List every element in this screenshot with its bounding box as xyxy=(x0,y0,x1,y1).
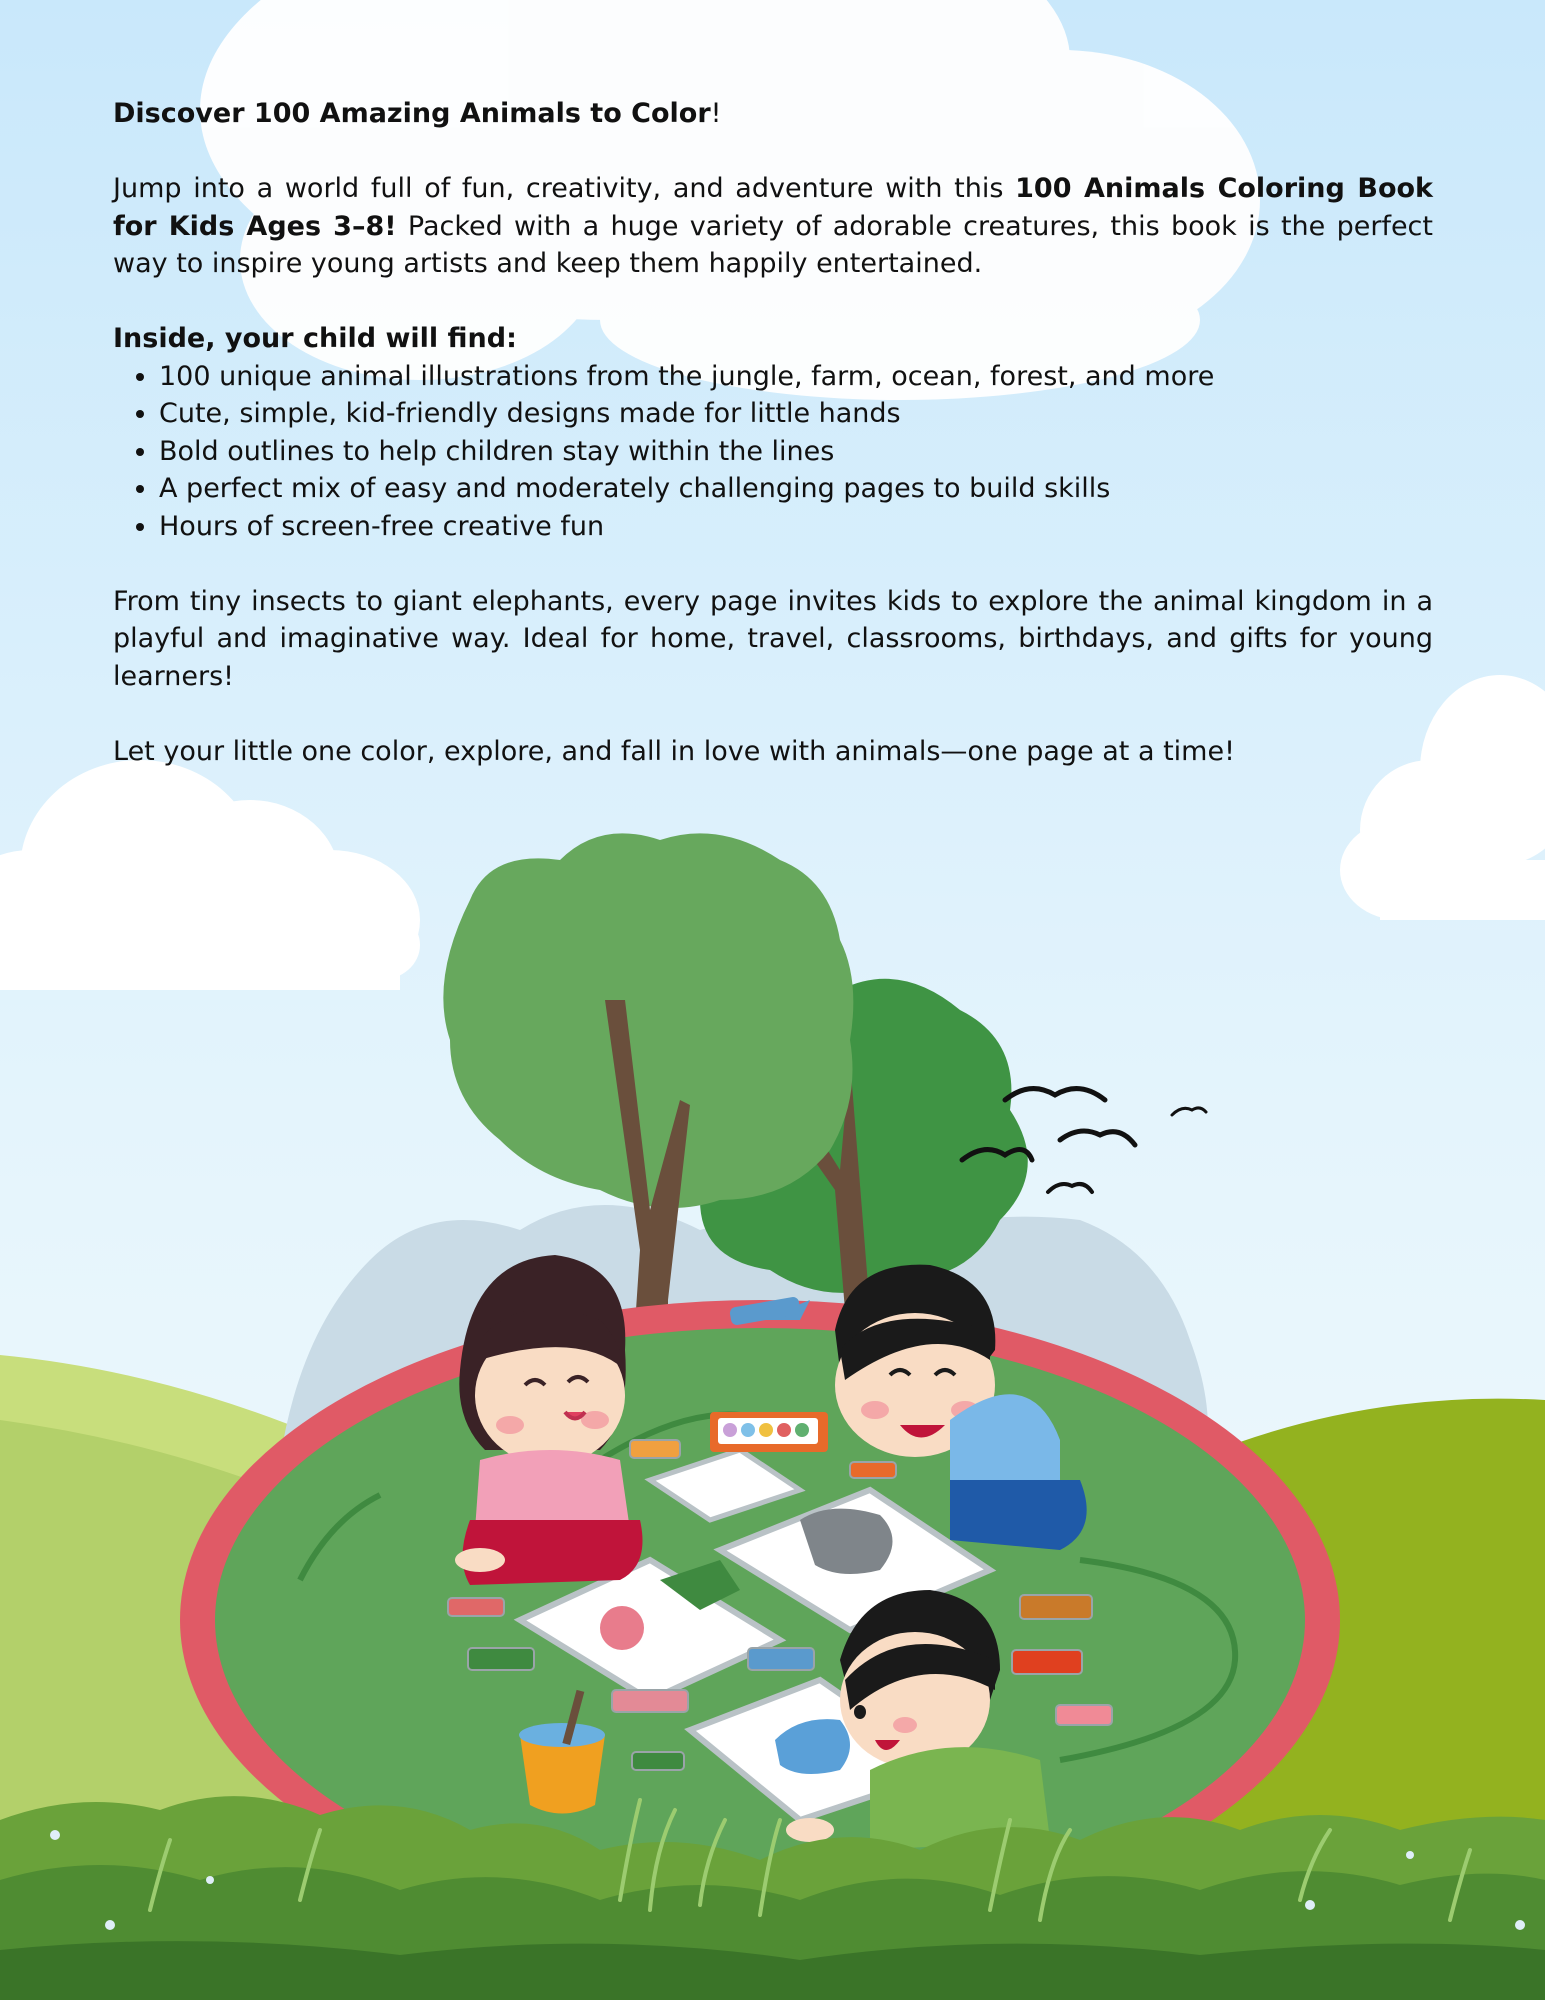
features-list xyxy=(113,358,1433,546)
intro-rest: Packed with a huge variety of adorable creatures, this book is the perfect way to inspire young artists and keep them happily entertained. xyxy=(113,210,1433,279)
list-item: • Bold outlines to help children stay within the lines xyxy=(159,433,1433,471)
headline-bold: Discover 100 Amazing Animals to Color xyxy=(113,98,711,129)
headline xyxy=(113,95,1433,133)
list-item: • Hours of screen-free creative fun xyxy=(159,508,1433,546)
features-heading-text: Inside, your child will find: xyxy=(113,323,517,354)
girl-figure xyxy=(455,1255,643,1585)
body-paragraph: From tiny insects to giant elephants, every page invites kids to explore the animal kingdom in a playful and imaginative way. Ideal for home, travel, classrooms, birthdays, and gifts for young learners! xyxy=(113,585,1433,692)
intro-product-name: 100 Animals Coloring Book for Kids Ages 3–8! xyxy=(113,173,1433,242)
intro-lead: Jump into a world full of fun, creativity, and adventure with this xyxy=(113,173,1016,204)
list-item: • A perfect mix of easy and moderately challenging pages to build skills xyxy=(159,470,1433,508)
description-text xyxy=(113,95,1433,808)
list-item: • Cute, simple, kid-friendly designs made for little hands xyxy=(159,395,1433,433)
intro-paragraph xyxy=(113,170,1433,283)
headline-tail: ! xyxy=(710,98,722,129)
list-item: • 100 unique animal illustrations from the jungle, farm, ocean, forest, and more xyxy=(159,358,1433,396)
closing-line: Let your little one color, explore, and fall in love with animals—one page at a time! xyxy=(113,735,1235,767)
features-heading xyxy=(113,320,1433,358)
